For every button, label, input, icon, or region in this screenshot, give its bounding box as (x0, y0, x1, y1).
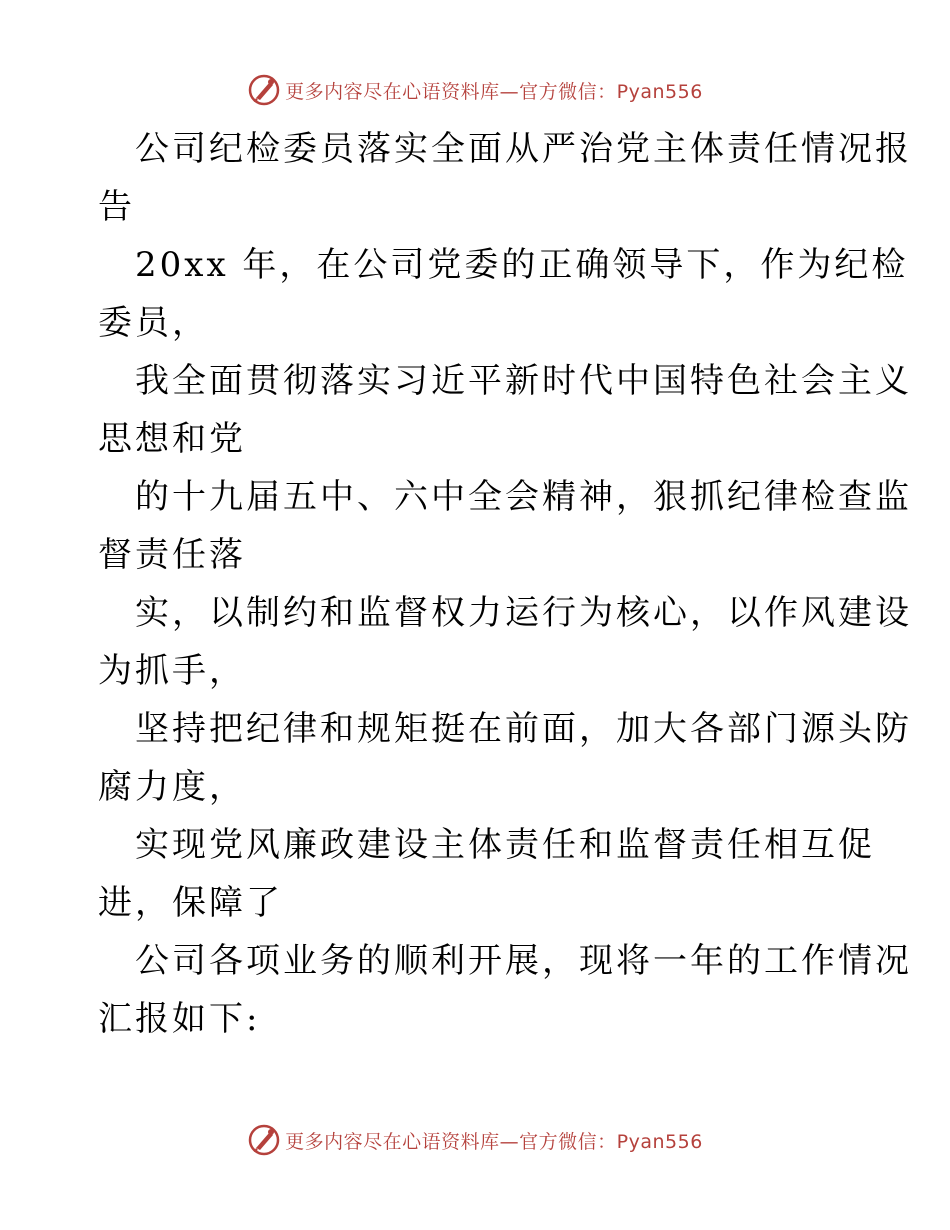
paragraph (98, 468, 912, 584)
paragraph-line: 督责任落 (98, 535, 246, 575)
title-line: 告 (98, 187, 135, 227)
paragraph (98, 700, 912, 816)
paragraph (98, 584, 912, 700)
paragraph (98, 352, 912, 468)
paragraph-line: 我全面贯彻落实习近平新时代中国特色社会主义 (135, 361, 912, 401)
title-line: 公司纪检委员落实全面从严治党主体责任情况报 (135, 129, 912, 169)
red-pen-quill-icon (247, 73, 281, 107)
watermark-banner-bottom (0, 1120, 950, 1160)
paragraph-line: 实，以制约和监督权力运行为核心，以作风建设 (135, 593, 912, 633)
watermark-text: 更多内容尽在心语资料库—官方微信：Pyan556 (285, 80, 703, 103)
paragraph-line: 实现党风廉政建设主体责任和监督责任相互促 (135, 825, 875, 865)
paragraph-line: 思想和党 (98, 419, 246, 459)
paragraph-line: 的十九届五中、六中全会精神，狠抓纪律检查监 (135, 477, 912, 517)
red-pen-quill-icon (247, 1123, 281, 1157)
paragraph-line: 公司各项业务的顺利开展，现将一年的工作情况 (135, 941, 912, 981)
paragraph-line: 坚持把纪律和规矩挺在前面，加大各部门源头防 (135, 709, 912, 749)
paragraph-line: 汇报如下: (98, 999, 261, 1039)
paragraph-line: 腐力度， (98, 767, 246, 807)
paragraph (98, 932, 912, 1048)
paragraph (98, 816, 875, 932)
paragraph-line: 为抓手， (98, 651, 246, 691)
document-body (98, 120, 912, 1048)
document-title (98, 120, 912, 236)
paragraph-line: 委员， (98, 303, 209, 343)
watermark-banner-top (0, 70, 950, 110)
paragraph-line: 进，保障了 (98, 883, 283, 923)
paragraph (98, 236, 909, 352)
watermark-text: 更多内容尽在心语资料库—官方微信：Pyan556 (285, 1130, 703, 1153)
paragraph-line: 20xx 年，在公司党委的正确领导下，作为纪检 (135, 245, 909, 285)
